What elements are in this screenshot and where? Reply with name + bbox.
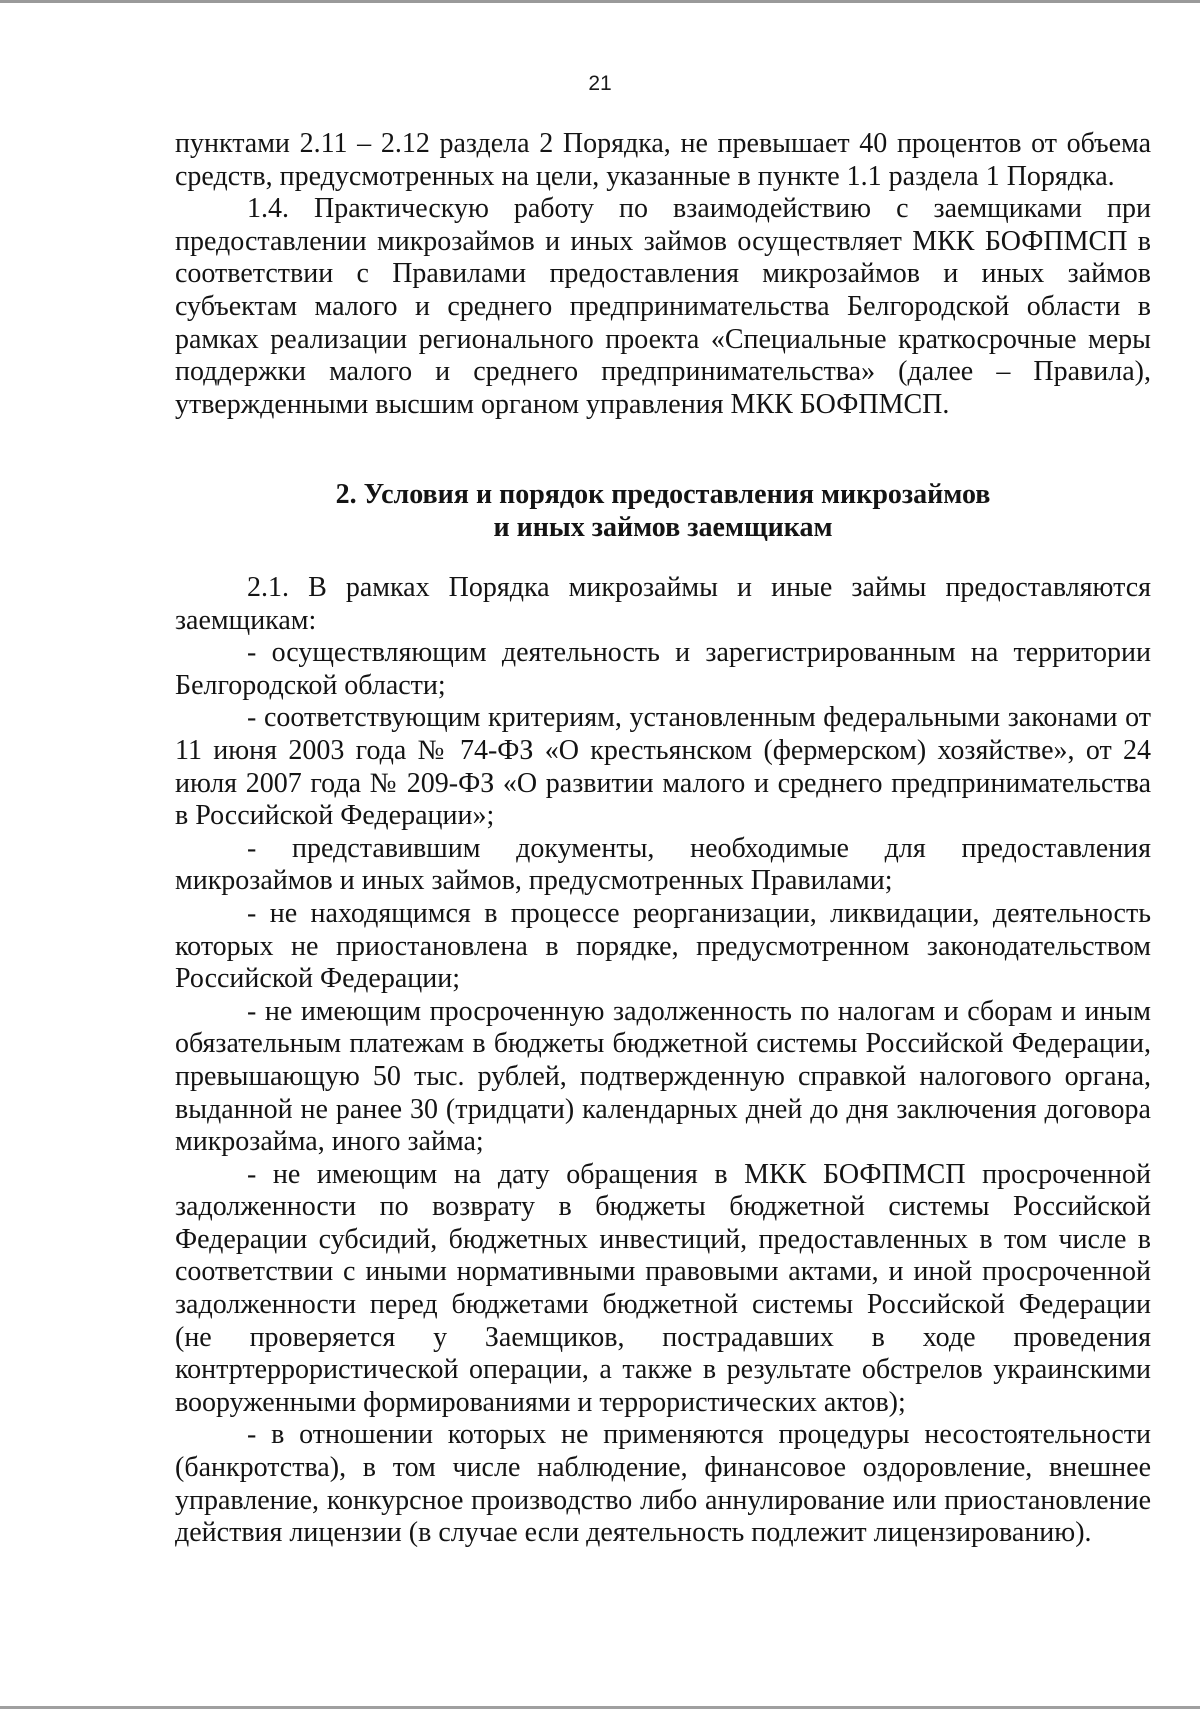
top-section — [175, 128, 1151, 421]
list-item: - соответствующим критериям, установленным федеральными законами от 11 июня 2003 года № 74-ФЗ «О крестьянском (фермерском) хозяйстве», от 24 июля 2007 года № 209-ФЗ «О развитии малого и среднего предпринимательства в Российской Федерации»; — [175, 702, 1151, 832]
list-item: - не имеющим просроченную задолженность по налогам и сборам и иным обязательным платежам в бюджеты бюджетной системы Российской Федерации, превышающую 50 тыс. рублей, подтвержденную справкой налогового органа, выданной не ранее 30 (тридцати) календарных дней до дня заключения договора микрозайма, иного займа; — [175, 995, 1151, 1158]
list-item: - представившим документы, необходимые для предоставления микрозаймов и иных займов, предусмотренных Правилами; — [175, 832, 1151, 897]
section-2-heading-line-1: 2. Условия и порядок предоставления микрозаймов — [335, 479, 991, 510]
paragraph-1-4: 1.4. Практическую работу по взаимодействию с заемщиками при предоставлении микрозаймов и иных займов осуществляет МКК БОФПМСП в соответствии с Правилами предоставления микрозаймов и иных займов субъектам малого и среднего предпринимательства Белгородской области в рамках реализации регионального проекта «Специальные краткосрочные меры поддержки малого и среднего предпринимательства» (далее – Правила), утвержденными высшим органом управления МКК БОФПМСП. — [175, 193, 1151, 420]
section-2-heading — [175, 478, 1151, 544]
paragraph-2-1: 2.1. В рамках Порядка микрозаймы и иные займы предоставляются заемщикам: — [175, 572, 1151, 636]
section-2-heading-line-2: и иных займов заемщикам — [493, 512, 833, 543]
list-item: - не находящимся в процессе реорганизации, ликвидации, деятельность которых не приостановлена в порядке, предусмотренном законодательством Российской Федерации; — [175, 897, 1151, 995]
section-2-body — [175, 572, 1151, 1550]
list-item: - не имеющим на дату обращения в МКК БОФПМСП просроченной задолженности по возврату в бюджеты бюджетной системы Российской Федерации субсидий, бюджетных инвестиций, предоставленных в том числе в соответствии с иными нормативными правовыми актами, и иной просроченной задолженности перед бюджетами бюджетной системы Российской Федерации (не проверяется у Заемщиков, пострадавших в ходе проведения контртеррористической операции, а также в результате обстрелов украинскими вооруженными формированиями и террористических актов); — [175, 1158, 1151, 1418]
list-item: - в отношении которых не применяются процедуры несостоятельности (банкротства), в том числе наблюдение, финансовое оздоровление, внешнее управление, конкурсное производство либо аннулирование или приостановление действия лицензии (в случае если деятельность подлежит лицензированию). — [175, 1419, 1151, 1549]
scan-top-edge — [0, 0, 1200, 3]
continuation-paragraph: пунктами 2.11 – 2.12 раздела 2 Порядка, не превышает 40 процентов от объема средств, предусмотренных на цели, указанные в пункте 1.1 раздела 1 Порядка. — [175, 128, 1151, 192]
list-item: - осуществляющим деятельность и зарегистрированным на территории Белгородской области; — [175, 637, 1151, 701]
page-number: 21 — [588, 72, 612, 95]
